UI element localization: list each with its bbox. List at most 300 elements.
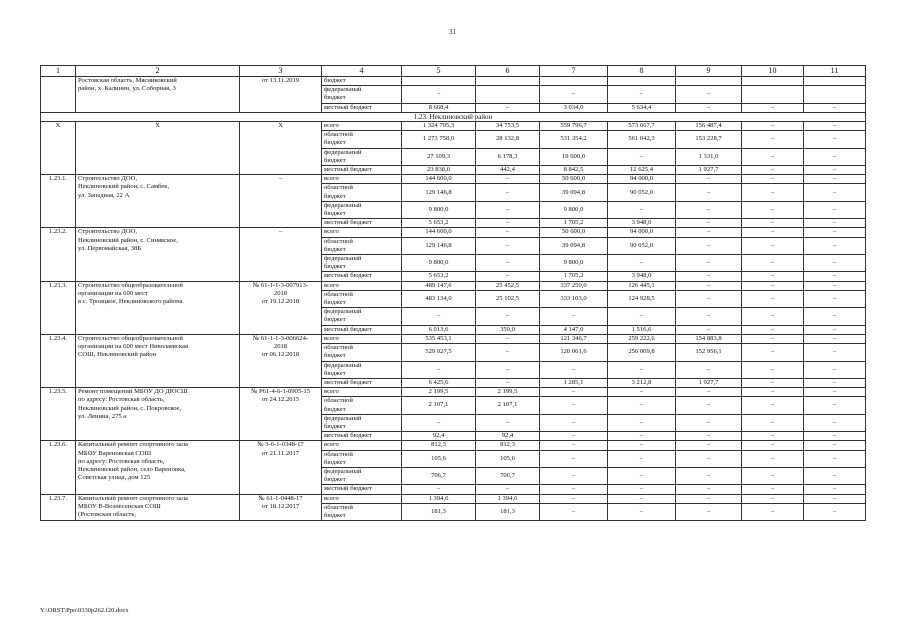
amount-cell: – [540, 485, 608, 494]
amount-cell: – [676, 175, 742, 184]
amount-cell: – [804, 388, 866, 397]
amount-cell: 6 425,6 [402, 378, 476, 387]
funding-source-line: местный бюджет [324, 432, 372, 440]
amount-cell: – [804, 228, 866, 237]
amount-cell: – [476, 308, 540, 325]
amount-cell: – [742, 219, 804, 228]
amount-cell: – [742, 237, 804, 254]
amount-cell: 812,3 [402, 441, 476, 450]
amount-cell: 337 250,0 [540, 281, 608, 290]
document-line: 2018 [273, 289, 288, 297]
funding-source [322, 325, 402, 334]
amount-cell: 6 178,3 [476, 148, 540, 165]
amount-cell: – [804, 166, 866, 175]
item-name-line: Ремонт помещений МБОУ ДО ДЮСШ [78, 388, 188, 396]
item-name-line: Строительство ДОО, [78, 175, 137, 183]
amount-cell: 1 331,0 [676, 148, 742, 165]
item-name-line: Строительство ДОО, [78, 228, 137, 236]
amount-cell: – [676, 503, 742, 520]
amount-cell: – [676, 432, 742, 441]
funding-source-line: бюджет [324, 422, 346, 430]
table-row [41, 122, 866, 131]
amount-cell: 483 134,0 [402, 290, 476, 307]
item-name-line: Неклиновский район, село Вареновка, [78, 465, 186, 473]
document-reference [240, 441, 322, 494]
item-name-line: (Ростовская область, [78, 510, 137, 518]
amount-cell: 4 147,0 [540, 325, 608, 334]
amount-cell: 3 948,0 [608, 219, 676, 228]
amount-cell: 92,4 [402, 432, 476, 441]
amount-cell: 181,3 [476, 503, 540, 520]
document-line: № 61-1-0448-17 [258, 494, 303, 502]
amount-cell: – [540, 388, 608, 397]
funding-source [322, 131, 402, 148]
funding-source-line: бюджет [324, 352, 346, 360]
item-number: Х [41, 122, 76, 175]
item-name-line: Строительство общеобразовательной [78, 334, 183, 342]
document-line: от 24.12.2015 [261, 396, 300, 404]
amount-cell: – [804, 334, 866, 343]
funding-source [322, 397, 402, 414]
amount-cell: – [540, 86, 608, 103]
table-row [41, 441, 866, 450]
funding-source [322, 361, 402, 378]
amount-cell: – [476, 378, 540, 387]
amount-cell: – [804, 290, 866, 307]
funding-source [322, 166, 402, 175]
funding-source [322, 503, 402, 520]
document-reference [240, 77, 322, 113]
amount-cell: – [742, 308, 804, 325]
funding-source-line: всего [324, 441, 339, 449]
amount-cell: 94 000,0 [608, 175, 676, 184]
funding-source-line: бюджет [324, 511, 346, 519]
document-reference [240, 334, 322, 387]
funding-source-line: бюджет [324, 139, 346, 147]
amount-cell: – [540, 494, 608, 503]
amount-cell: 1 394,6 [476, 494, 540, 503]
amount-cell: 3 212,8 [608, 378, 676, 387]
funding-source-line: федеральный [324, 361, 362, 369]
funding-source-line: местный бюджет [324, 485, 372, 493]
amount-cell: – [540, 397, 608, 414]
document-line: – [278, 175, 283, 183]
column-number-header: 3 [240, 66, 322, 77]
amount-cell [676, 77, 742, 86]
document-line: Х [278, 122, 283, 130]
funding-source [322, 308, 402, 325]
amount-cell: 1 285,1 [540, 378, 608, 387]
amount-cell: – [608, 467, 676, 484]
amount-cell: – [804, 378, 866, 387]
amount-cell: – [476, 361, 540, 378]
document-reference [240, 122, 322, 175]
funding-source [322, 219, 402, 228]
amount-cell: 94 000,0 [608, 228, 676, 237]
item-name [76, 388, 240, 441]
section-row [41, 112, 866, 121]
funding-source-line: областной [324, 290, 353, 298]
amount-cell: – [476, 344, 540, 361]
funding-source-line: федеральный [324, 255, 362, 263]
funding-source [322, 201, 402, 218]
funding-source-line: бюджет [324, 77, 346, 84]
funding-source [322, 148, 402, 165]
amount-cell: – [676, 86, 742, 103]
amount-cell: 1 927,7 [676, 166, 742, 175]
funding-source-line: областной [324, 237, 353, 245]
amount-cell: 126 445,1 [608, 281, 676, 290]
funding-source-line: бюджет [324, 299, 346, 307]
amount-cell: – [676, 485, 742, 494]
amount-cell: – [804, 131, 866, 148]
funding-source [322, 86, 402, 103]
amount-cell: – [742, 441, 804, 450]
amount-cell: – [402, 361, 476, 378]
amount-cell [476, 86, 540, 103]
amount-cell: 90 052,0 [608, 237, 676, 254]
amount-cell: 706,7 [402, 467, 476, 484]
amount-cell: – [804, 503, 866, 520]
funding-source-line: областной [324, 450, 353, 458]
funding-source [322, 281, 402, 290]
amount-cell: 529 027,5 [402, 344, 476, 361]
funding-source-line: местный бюджет [324, 325, 372, 333]
item-number: 1.23.4. [41, 334, 76, 387]
item-name [76, 77, 240, 113]
amount-cell: – [476, 175, 540, 184]
amount-cell: – [742, 378, 804, 387]
amount-cell: – [476, 103, 540, 112]
amount-cell: 5 634,4 [608, 103, 676, 112]
amount-cell: 559 796,7 [540, 122, 608, 131]
amount-cell: – [476, 485, 540, 494]
funding-source-line: федеральный [324, 148, 362, 156]
amount-cell: 144 600,0 [402, 175, 476, 184]
amount-cell: – [676, 272, 742, 281]
funding-source [322, 122, 402, 131]
amount-cell: – [540, 432, 608, 441]
amount-cell: 39 094,8 [540, 184, 608, 201]
column-number-header: 7 [540, 66, 608, 77]
amount-cell: – [742, 131, 804, 148]
document-reference [240, 388, 322, 441]
amount-cell: – [742, 255, 804, 272]
amount-cell: – [676, 467, 742, 484]
item-name-line: МБОУ Вареновская СОШ [78, 449, 152, 457]
column-number-header: 6 [476, 66, 540, 77]
amount-cell: – [804, 237, 866, 254]
column-number-header: 5 [402, 66, 476, 77]
column-number-header: 1 [41, 66, 76, 77]
item-name-line: Неклиновский район, с. Самбек, [78, 183, 170, 191]
funding-source-line: всего [324, 388, 339, 396]
funding-source-line: областной [324, 397, 353, 405]
amount-cell: 561 042,3 [608, 131, 676, 148]
amount-cell: 152 956,1 [676, 344, 742, 361]
table-row [41, 77, 866, 86]
funding-source-line: всего [324, 228, 339, 236]
item-name [76, 334, 240, 387]
amount-cell: 259 222,6 [608, 334, 676, 343]
amount-cell: 2 107,1 [402, 397, 476, 414]
amount-cell: 9 800,0 [540, 255, 608, 272]
table-row [41, 494, 866, 503]
amount-cell: 3 948,0 [608, 272, 676, 281]
amount-cell: – [402, 485, 476, 494]
amount-cell: – [742, 325, 804, 334]
amount-cell: – [608, 432, 676, 441]
footer-file-path: Y:\ORST\Ppo\0330p262.f20.docx [40, 607, 129, 614]
document-line: от 18.12.2017 [261, 502, 300, 510]
amount-cell: – [676, 450, 742, 467]
amount-cell: – [804, 344, 866, 361]
amount-cell: – [804, 308, 866, 325]
item-name-line: Капитальный ремонт спортивного зала [78, 494, 188, 502]
amount-cell: – [476, 255, 540, 272]
amount-cell: – [676, 308, 742, 325]
amount-cell: 9 800,0 [540, 201, 608, 218]
amount-cell: 12 625,4 [608, 166, 676, 175]
amount-cell: – [804, 184, 866, 201]
item-name [76, 494, 240, 521]
item-number: 1.23.5. [41, 388, 76, 441]
table-row [41, 334, 866, 343]
funding-source-line: местный бюджет [324, 103, 372, 111]
funding-source-line: бюджет [324, 476, 346, 484]
funding-source-line: бюджет [324, 210, 346, 218]
funding-source [322, 378, 402, 387]
document-reference [240, 281, 322, 334]
amount-cell: – [804, 485, 866, 494]
amount-cell: 19 600,0 [540, 148, 608, 165]
amount-cell: 90 052,0 [608, 184, 676, 201]
amount-cell: – [676, 325, 742, 334]
document-reference [240, 494, 322, 521]
amount-cell: 5 653,2 [402, 272, 476, 281]
amount-cell: 105,6 [402, 450, 476, 467]
funding-source [322, 494, 402, 503]
amount-cell: – [742, 503, 804, 520]
amount-cell: – [608, 494, 676, 503]
funding-source-line: бюджет [324, 192, 346, 200]
amount-cell: – [402, 308, 476, 325]
section-title: 1.23. Неклиновский район [41, 112, 866, 121]
amount-cell [804, 77, 866, 86]
amount-cell: – [608, 86, 676, 103]
amount-cell: – [402, 414, 476, 431]
funding-source [322, 228, 402, 237]
amount-cell [540, 77, 608, 86]
amount-cell: – [402, 86, 476, 103]
item-name-line: по адресу: Ростовская область, [78, 396, 165, 404]
amount-cell: – [608, 308, 676, 325]
funding-source-line: всего [324, 122, 339, 130]
funding-source-line: областной [324, 503, 353, 511]
column-number-header: 9 [676, 66, 742, 77]
amount-cell: – [676, 388, 742, 397]
item-name-line: ул. Западная, 22 А [78, 191, 130, 199]
amount-cell: – [676, 397, 742, 414]
amount-cell [742, 77, 804, 86]
item-name-line: Х [155, 122, 160, 130]
document-line: № 61-1-1-3-006624- [252, 334, 309, 342]
amount-cell: – [676, 281, 742, 290]
amount-cell: – [742, 388, 804, 397]
funding-source-line: федеральный [324, 86, 362, 94]
amount-cell: – [804, 255, 866, 272]
document-line: № 3-6-1-0348-17 [257, 441, 304, 449]
funding-source [322, 344, 402, 361]
amount-cell: – [676, 228, 742, 237]
funding-source-line: областной [324, 344, 353, 352]
table-row [41, 281, 866, 290]
amount-cell: 573 667,7 [608, 122, 676, 131]
amount-cell: – [540, 467, 608, 484]
item-name [76, 175, 240, 228]
item-name-line: СОШ, Неклиновский район [78, 351, 157, 359]
funding-source-line: бюджет [324, 263, 346, 271]
amount-cell [402, 77, 476, 86]
funding-source-line: бюджет [324, 316, 346, 324]
amount-cell: – [540, 503, 608, 520]
amount-cell: – [742, 228, 804, 237]
amount-cell: 25 102,5 [476, 290, 540, 307]
column-number-header: 10 [742, 66, 804, 77]
funding-source-line: всего [324, 175, 339, 183]
amount-cell: – [676, 103, 742, 112]
amount-cell: – [742, 122, 804, 131]
item-number [41, 77, 76, 113]
amount-cell: – [804, 414, 866, 431]
amount-cell: 706,7 [476, 467, 540, 484]
amount-cell: 23 838,0 [402, 166, 476, 175]
amount-cell: 25 452,5 [476, 281, 540, 290]
item-name-line: Ростовская область, Мясниковский [78, 77, 177, 84]
amount-cell: – [608, 397, 676, 414]
amount-cell: 181,3 [402, 503, 476, 520]
funding-source [322, 290, 402, 307]
amount-cell: 442,4 [476, 166, 540, 175]
amount-cell: – [608, 361, 676, 378]
funding-source [322, 467, 402, 484]
document-line: № Р61-4-6-1-0905-15 [251, 388, 310, 396]
amount-cell: 1 273 758,0 [402, 131, 476, 148]
funding-source-line: областной [324, 184, 353, 192]
amount-cell: 39 094,8 [540, 237, 608, 254]
document-line: 2018 [273, 343, 288, 351]
amount-cell: – [804, 467, 866, 484]
amount-cell: – [540, 308, 608, 325]
amount-cell: – [540, 414, 608, 431]
item-name [76, 281, 240, 334]
amount-cell: – [476, 334, 540, 343]
table-row [41, 388, 866, 397]
item-number: 1.23.3. [41, 281, 76, 334]
amount-cell: – [742, 432, 804, 441]
amount-cell: 2 199,5 [402, 388, 476, 397]
document-reference [240, 175, 322, 228]
amount-cell: – [804, 103, 866, 112]
amount-cell: – [742, 414, 804, 431]
amount-cell: – [742, 201, 804, 218]
amount-cell: – [742, 397, 804, 414]
amount-cell: 256 009,8 [608, 344, 676, 361]
amount-cell: – [476, 228, 540, 237]
amount-cell: – [742, 485, 804, 494]
item-number: 1.23.2. [41, 228, 76, 281]
funding-source [322, 272, 402, 281]
header-row [41, 66, 866, 77]
amount-cell: – [476, 414, 540, 431]
amount-cell: 120 061,6 [540, 344, 608, 361]
funding-source-line: бюджет [324, 458, 346, 466]
funding-source-line: всего [324, 334, 339, 342]
funding-source [322, 77, 402, 86]
funding-source [322, 184, 402, 201]
funding-source [322, 103, 402, 112]
amount-cell: 350,0 [476, 325, 540, 334]
amount-cell: 154 883,8 [676, 334, 742, 343]
amount-cell: – [608, 201, 676, 218]
document-line: – [278, 228, 283, 236]
item-name-line: ул. Первомайская, 38Б [78, 244, 142, 252]
item-number: 1.23.7. [41, 494, 76, 521]
amount-cell: 535 453,1 [402, 334, 476, 343]
amount-cell: – [742, 494, 804, 503]
amount-cell: – [476, 219, 540, 228]
amount-cell: – [742, 344, 804, 361]
amount-cell: 34 753,5 [476, 122, 540, 131]
amount-cell: – [476, 201, 540, 218]
item-name-line: организации на 600 мест [78, 289, 148, 297]
item-name-line: Советская улица, дом 125 [78, 474, 151, 482]
amount-cell: – [742, 148, 804, 165]
funding-source-line: всего [324, 494, 339, 502]
amount-cell: 812,3 [476, 441, 540, 450]
amount-cell: 28 132,8 [476, 131, 540, 148]
item-name [76, 122, 240, 175]
item-name-line: в с. Троицкое, Неклиновского района [78, 298, 183, 306]
funding-source [322, 255, 402, 272]
amount-cell: – [804, 432, 866, 441]
item-name [76, 441, 240, 494]
funding-source-line: бюджет [324, 369, 346, 377]
amount-cell: – [476, 272, 540, 281]
amount-cell: – [804, 441, 866, 450]
amount-cell: 5 653,2 [402, 219, 476, 228]
item-name-line: Капитальный ремонт спортивного зала [78, 441, 188, 449]
item-name-line: район, х. Калинин, ул. Соборная, 3 [78, 85, 176, 93]
amount-cell: 153 228,7 [676, 131, 742, 148]
amount-cell: – [676, 361, 742, 378]
amount-cell: – [742, 103, 804, 112]
page-number: 31 [449, 28, 456, 36]
item-name-line: по адресу: Ростовская область, [78, 457, 165, 465]
table-row [41, 228, 866, 237]
amount-cell: – [742, 281, 804, 290]
document-line: от 21.11.2017 [261, 449, 300, 457]
amount-cell: – [608, 148, 676, 165]
amount-cell: 8 668,4 [402, 103, 476, 112]
amount-cell: – [476, 184, 540, 201]
funding-source [322, 441, 402, 450]
document-reference [240, 228, 322, 281]
funding-source [322, 175, 402, 184]
funding-source-line: всего [324, 281, 339, 289]
amount-cell: – [608, 485, 676, 494]
amount-cell: 27 109,3 [402, 148, 476, 165]
